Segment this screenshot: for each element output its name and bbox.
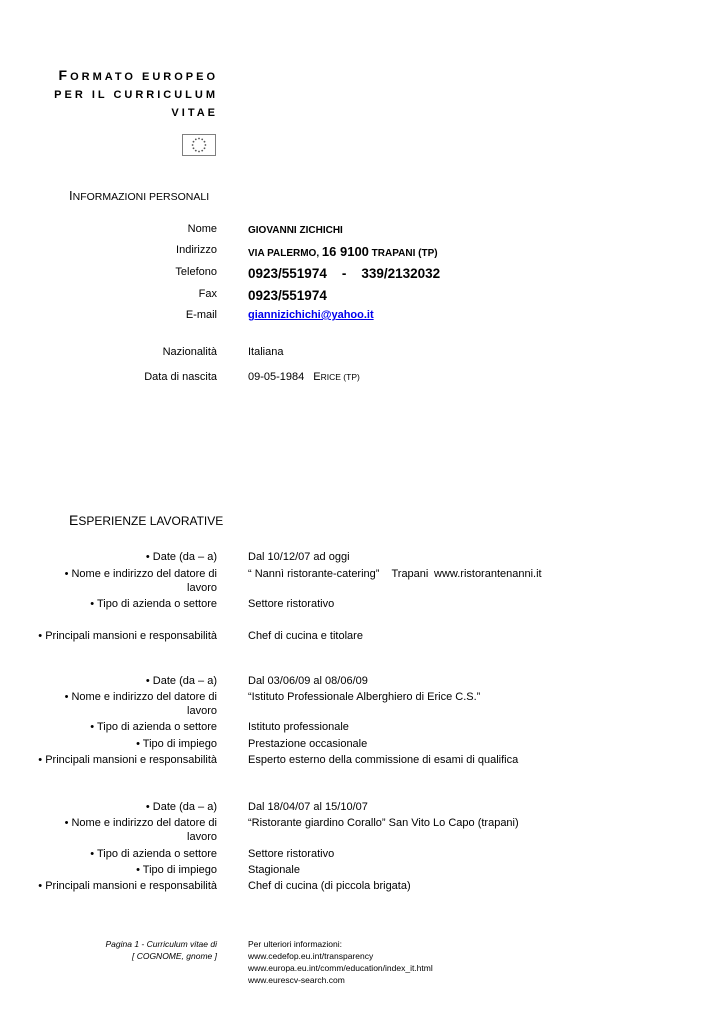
label-email: E-mail (185, 309, 217, 321)
label-sector: • Tipo di azienda o settore (90, 598, 217, 610)
job-2-sector: Istituto professionale (248, 721, 349, 733)
label-employer: • Nome e indirizzo del datore di (64, 817, 217, 829)
job-2-dates: Dal 03/06/09 al 08/06/09 (248, 675, 368, 687)
label-employer-cont: lavoro (187, 705, 217, 717)
job-3-dates: Dal 18/04/07 al 15/10/07 (248, 801, 368, 813)
job-1-sector: Settore ristorativo (248, 598, 335, 610)
label-duties: • Principali mansioni e responsabilità (38, 630, 217, 642)
label-fax: Fax (198, 288, 217, 300)
eu-flag-logo (182, 134, 216, 156)
label-employer-cont: lavoro (187, 582, 217, 594)
job-3-sector: Settore ristorativo (248, 848, 335, 860)
value-name: GIOVANNI ZICHICHI (248, 225, 343, 236)
job-3-employer: “Ristorante giardino Corallo” San Vito Lo Capo (trapani) (248, 817, 519, 829)
footer-name-line: [ COGNOME, gnome ] (131, 951, 217, 961)
label-employment: • Tipo di impiego (136, 738, 217, 750)
label-sector: • Tipo di azienda o settore (90, 848, 217, 860)
job-1-dates: Dal 10/12/07 ad oggi (248, 551, 350, 563)
job-2-employment: Prestazione occasionale (248, 738, 368, 750)
footer-page-line: Pagina 1 - Curriculum vitae di (105, 939, 217, 949)
label-employer: • Nome e indirizzo del datore di (64, 568, 217, 580)
value-nationality: Italiana (248, 346, 284, 358)
footer-info-links (248, 938, 433, 986)
label-nationality: Nazionalità (162, 346, 217, 358)
footer-link-europa[interactable]: www.europa.eu.int/comm/education/index_it.html (248, 963, 433, 973)
value-email[interactable] (248, 309, 374, 321)
label-duties: • Principali mansioni e responsabilità (38, 880, 217, 892)
label-phone: Telefono (175, 266, 217, 278)
value-birth: 09-05-1984 ERICE (TP) (248, 371, 360, 383)
email-link[interactable]: giannizichichi@yahoo.it (248, 309, 374, 321)
label-dates: • Date (da – a) (145, 801, 217, 813)
label-sector: • Tipo di azienda o settore (90, 721, 217, 733)
title-line-3: VITAE (171, 107, 218, 119)
label-employer-cont: lavoro (187, 831, 217, 843)
section-personal-info: INFORMAZIONI PERSONALI (69, 188, 210, 203)
label-duties: • Principali mansioni e responsabilità (38, 754, 217, 766)
label-address: Indirizzo (176, 244, 217, 256)
label-employer: • Nome e indirizzo del datore di (64, 691, 217, 703)
job-2-employer: “Istituto Professionale Alberghiero di Erice C.S.” (248, 691, 481, 703)
job-1-duties: Chef di cucina e titolare (248, 630, 363, 642)
label-dates: • Date (da – a) (145, 675, 217, 687)
label-name: Nome (187, 223, 217, 235)
value-fax: 0923/551974 (248, 288, 327, 303)
footer-link-eurescv[interactable]: www.eurescv-search.com (248, 975, 345, 985)
job-2-duties: Esperto esterno della commissione di esami di qualifica (248, 754, 519, 766)
footer-link-cedefop[interactable]: www.cedefop.eu.int/transparency (248, 951, 374, 961)
label-dates: • Date (da – a) (145, 551, 217, 563)
footer-page-info (106, 938, 218, 962)
job-1-website: www.ristorantenanni.it (434, 568, 542, 580)
title-line-2: PER IL CURRICULUM (54, 89, 218, 101)
label-employment: • Tipo di impiego (136, 864, 217, 876)
job-1-employer: “ Nannì ristorante-catering” Trapani (248, 568, 429, 580)
footer-info-label: Per ulteriori informazioni: (248, 939, 343, 949)
title-line-1: FORMATO EUROPEO (58, 67, 218, 83)
job-3-duties: Chef di cucina (di piccola brigata) (248, 880, 411, 892)
value-address: VIA PALERMO, 16 9100 TRAPANI (TP) (248, 244, 438, 259)
value-phone: 0923/551974 - 339/2132032 (248, 266, 441, 281)
label-birth: Data di nascita (144, 371, 217, 383)
job-3-employment: Stagionale (248, 864, 300, 876)
document-title (54, 66, 218, 122)
section-experience: ESPERIENZE LAVORATIVE (69, 512, 224, 528)
